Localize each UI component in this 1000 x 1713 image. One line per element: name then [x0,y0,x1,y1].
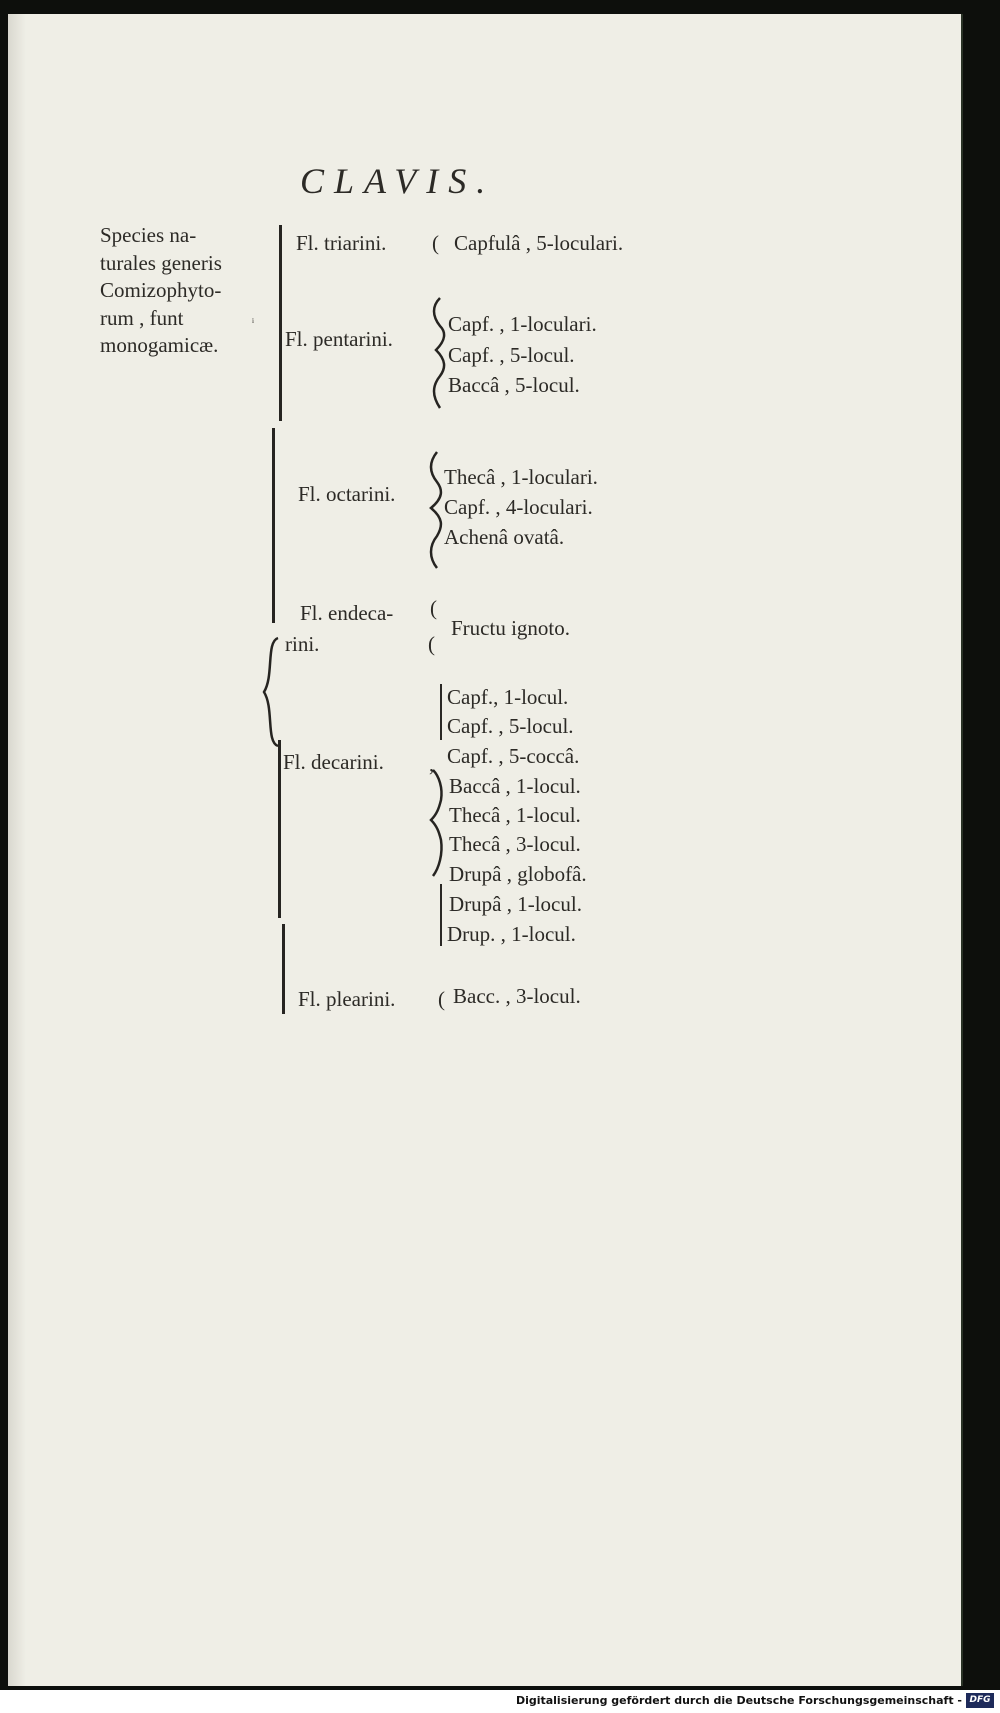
bracket-line [440,684,442,740]
fruit-entry: Capf. , 5-coccâ. [447,744,580,768]
right-brace [429,768,449,878]
footer-credit: Digitalisierung gefördert durch die Deutsche Forschungsgemeinschaft - [515,1694,962,1707]
vertical-rule [278,740,281,918]
fruit-entry: Fructu ignoto. [451,616,570,640]
fruit-entry: Drup. , 1-locul. [447,922,576,946]
fruit-entry: Drupâ , 1-locul. [449,892,582,916]
bracket-line [440,884,442,946]
vertical-rule [279,225,282,421]
stray-mark: ᵢ [252,311,254,325]
bracket: ( [432,231,439,255]
fruit-entry: Baccâ , 5-locul. [448,373,580,397]
group-label-endecarini-cont: rini. [285,632,320,656]
bracket: ( [438,987,445,1011]
group-label-plearini: Fl. plearini. [298,987,396,1011]
fruit-entry: Bacc. , 3-locul. [453,984,581,1008]
intro-line: monogamicæ. [100,333,219,357]
group-label-decarini: Fl. decarini. [283,750,384,774]
intro-line: turales generis [100,250,222,275]
page-edge-shadow [8,14,26,1686]
fruit-entry: Baccâ , 1-locul. [449,774,581,798]
fruit-entry: Capf. , 4-loculari. [444,495,593,519]
group-label-endecarini: Fl. endeca- [300,601,394,625]
fruit-entry: Capf. , 5-locul. [448,343,575,367]
group-label-triarini: Fl. triarini. [296,231,387,255]
dfg-logo: DFG [966,1693,994,1708]
group-label-pentarini: Fl. pentarini. [285,327,393,351]
group-label-octarini: Fl. octarini. [298,482,396,506]
vertical-rule [282,924,285,1014]
page-title: CLAVIS. [300,161,496,201]
fruit-entry: Thecâ , 1-loculari. [444,465,598,489]
bracket: ( [428,632,435,656]
intro-line: Species na- [100,223,197,247]
fruit-entry: Thecâ , 1-locul. [449,803,581,827]
digitization-footer [0,1690,1000,1713]
fruit-entry: Capf. , 5-locul. [447,714,574,738]
intro-line: rum , funt [100,305,184,330]
intro-line: Comizophyto- [100,278,222,302]
fruit-entry: Capf., 1-locul. [447,685,569,709]
fruit-entry: Achenâ ovatâ. [444,525,565,549]
fruit-entry: Capf. , 1-loculari. [448,312,597,336]
fruit-entry: Capfulâ , 5-loculari. [454,231,624,255]
separator-comma: , [429,752,435,776]
fruit-entry: Thecâ , 3-locul. [449,832,581,856]
bracket: ( [430,596,437,620]
intro-text [100,222,260,360]
fruit-entry: Drupâ , globofâ. [449,862,587,886]
right-brace [428,296,450,410]
left-brace [262,636,282,748]
vertical-rule [272,428,275,623]
